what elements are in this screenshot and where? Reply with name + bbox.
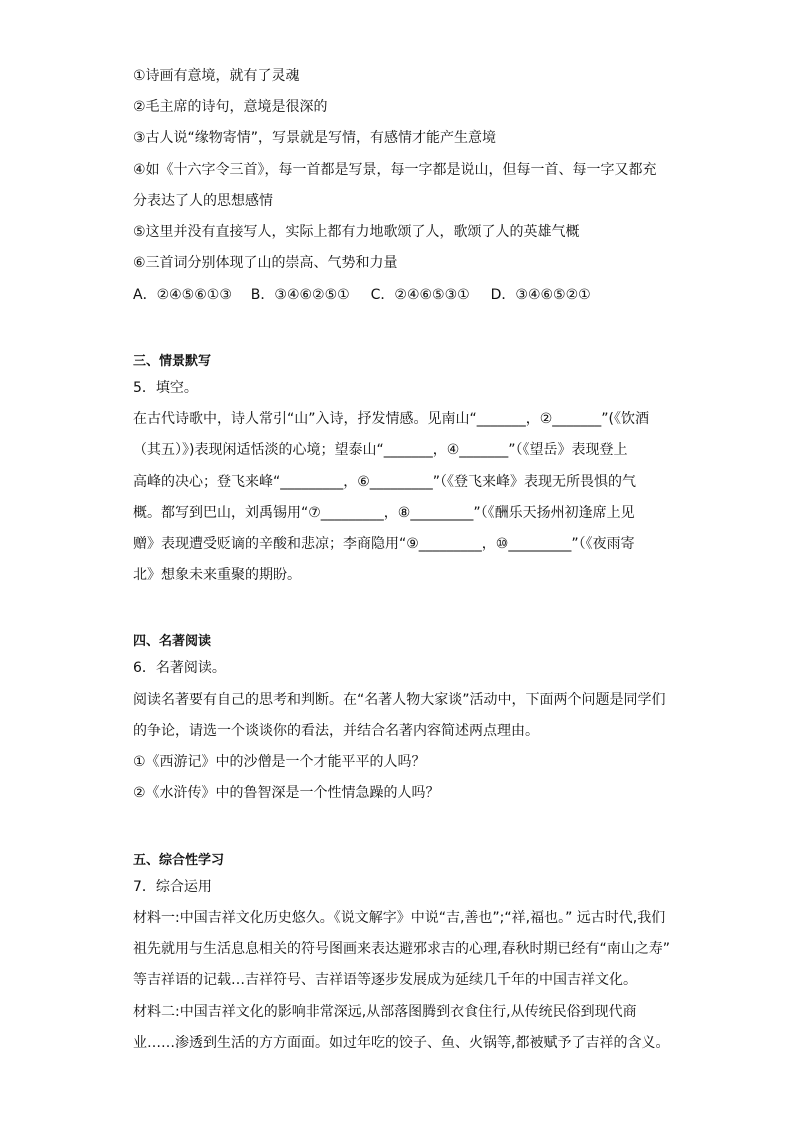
q4-statement-2: ②毛主席的诗句，意境是很深的 <box>133 99 328 115</box>
q6-line-4: ②《水浒传》中的鲁智深是一个性情急躁的人吗？ <box>133 785 440 801</box>
q6-line-2: 的争论，请选一个谈谈你的看法，并结合名著内容简述两点理由。 <box>133 723 539 739</box>
q4-options <box>133 285 673 305</box>
q5-line-2: （其五）》)表现闲适恬淡的心境；望泰山“_______，④_______”（《望岳》表现登上 <box>133 442 628 458</box>
option-d: D．③④⑥⑤②① <box>490 287 591 303</box>
option-a: A．②④⑤⑥①③ <box>133 287 232 303</box>
q7-line-5: 业……渗透到生活的方方面面。如过年吃的饺子、鱼、火锅等,都被赋予了吉祥的含义。 <box>133 1035 670 1051</box>
q4-statement-6: ⑥三首词分别体现了山的崇高、气势和力量 <box>133 255 398 271</box>
option-c: C．②④⑥⑤③① <box>370 287 470 303</box>
q5-line-5: 赠》表现遭受贬谪的辛酸和悲凉；李商隐用“⑨_________，⑩_________”（《夜雨寄 <box>133 536 635 552</box>
section4-heading: 四、名著阅读 <box>133 634 212 649</box>
q5-line-3: 高峰的决心；登飞来峰“_________，⑥_________”（《登飞来峰》表现无所畏惧的气 <box>133 474 637 490</box>
q4-statement-4-cont: 分表达了人的思想感情 <box>133 193 273 209</box>
q6-line-3: ①《西游记》中的沙僧是一个才能平平的人吗？ <box>133 754 426 770</box>
q6-title: 6．名著阅读。 <box>133 660 226 676</box>
q7-line-2: 祖先就用与生活息息相关的符号图画来表达避邪求吉的心理,春秋时期已经有“南山之寿” <box>133 941 670 957</box>
q5-line-4: 概。都写到巴山，刘禹锡用“⑦_________，⑧_________”（《酬乐天扬州初逢席上见 <box>133 505 635 521</box>
q4-statement-3: ③古人说“缘物寄情”，写景就是写情，有感情才能产生意境 <box>133 130 497 146</box>
q5-line-1: 在古代诗歌中，诗人常引“山”入诗，抒发情感。见南山“_______，②_______”(《饮酒 <box>133 411 650 427</box>
q7-title: 7．综合运用 <box>133 879 212 895</box>
option-b: B．③④⑥②⑤① <box>250 287 350 303</box>
q7-line-3: 等吉祥语的记载…吉祥符号、吉祥语等逐步发展成为延续几千年的中国吉祥文化。 <box>133 972 637 988</box>
q5-line-6: 北》想象未来重聚的期盼。 <box>133 567 301 583</box>
q4-statement-4: ④如《十六字令三首》，每一首都是写景，每一字都是说山，但每一首、每一字又都充 <box>133 162 657 178</box>
q4-statement-5: ⑤这里并没有直接写人，实际上都有力地歌颂了人，歌颂了人的英雄气概 <box>133 224 580 240</box>
section3-heading: 三、情景默写 <box>133 354 212 369</box>
q4-statement-1: ①诗画有意境，就有了灵魂 <box>133 68 300 84</box>
q7-line-1: 材料一:中国吉祥文化历史悠久。《说文解字》中说“吉,善也”;“祥,福也。” 远古时代,我们 <box>133 910 666 926</box>
q6-line-1: 阅读名著要有自己的思考和判断。在“名著人物大家谈”活动中，下面两个问题是同学们 <box>133 692 666 708</box>
q7-line-4: 材料二:中国吉祥文化的影响非常深远,从部落图腾到衣食住行,从传统民俗到现代商 <box>133 1004 637 1020</box>
section5-heading: 五、综合性学习 <box>133 853 225 868</box>
q5-title: 5．填空。 <box>133 380 198 396</box>
